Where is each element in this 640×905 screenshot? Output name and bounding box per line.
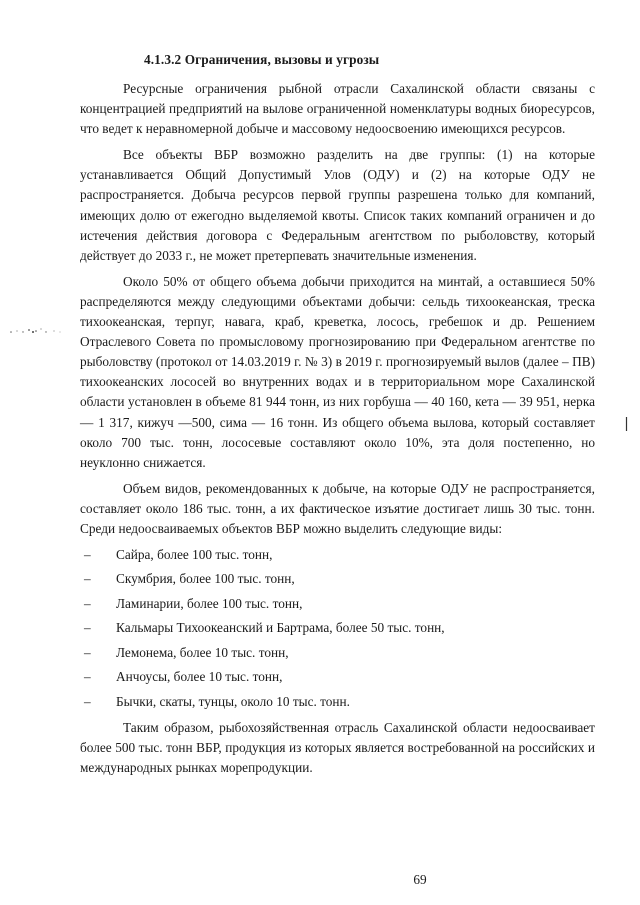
list-item-text: Бычки, скаты, тунцы, около 10 тыс. тонн.: [116, 693, 350, 709]
species-list: [80, 543, 595, 714]
list-item-text: Лемонема, более 10 тыс. тонн,: [116, 644, 289, 660]
scan-edge-mark: [625, 417, 628, 431]
list-dash: –: [84, 669, 91, 685]
paragraph-vbr-groups: Все объекты ВБР возможно разделить на две группы: (1) на которые устанавливается Общий Допустимый Улов (ОДУ) и (2) на которые ОДУ не распространяется. Добыча ресурсов первой группы разрешена только для компаний, имеющих долю от ежегодно выделяемой квоты. Список таких компаний ограничен и до истечения действия договора с Федеральным агентством по рыболовству, который действует до 2033 г., не может претерпевать значительные изменения.: [80, 147, 595, 263]
document-body: [80, 79, 595, 778]
list-dash: –: [84, 620, 91, 636]
paragraph-undeveloped-volume: Объем видов, рекомендованных к добыче, на которые ОДУ не распространяется, составляет около 186 тыс. тонн, а их фактическое изъятие достигает лишь 30 тыс. тонн. Среди недоосваиваемых объектов ВБР можно выделить следующие виды:: [80, 480, 595, 536]
list-dash: –: [84, 693, 91, 709]
list-item: [80, 665, 595, 689]
list-item-text: Сайра, более 100 тыс. тонн,: [116, 547, 273, 563]
list-item: [80, 690, 595, 714]
list-item-text: Анчоусы, более 10 тыс. тонн,: [116, 669, 283, 685]
list-item: [80, 543, 595, 567]
list-item: [80, 567, 595, 591]
list-item-text: Кальмары Тихоокеанский и Бартрама, более 50 тыс. тонн,: [116, 620, 445, 636]
list-dash: –: [84, 595, 91, 611]
page-number: 69: [413, 872, 427, 887]
scan-artifact: [8, 322, 64, 330]
list-item: [80, 592, 595, 616]
list-item: [80, 616, 595, 640]
paragraph-conclusion: Таким образом, рыбохозяйственная отрасль Сахалинской области недоосваивает более 500 тыс. тонн ВБР, продукция из которых является востребованной на российских и международных рынках морепродукции.: [80, 719, 595, 776]
paragraph-resource-limits: Ресурсные ограничения рыбной отрасли Сахалинской области связаны с концентрацией предприятий на вылове ограниченной номенклатуры водных биоресурсов, что ведет к неравномерной добыче и массовому недоосвоению имеющихся ресурсов.: [80, 81, 595, 137]
list-dash: –: [84, 547, 91, 563]
paragraph-catch-structure: Около 50% от общего объема добычи приходится на минтай, а оставшиеся 50% распределяются между следующими объектами добычи: сельдь тихоокеанская, треска тихоокеанская, терпуг, навага, краб, креветка, лосось, гребешок и др. Решением Отраслевого Совета по промысловому прогнозированию при Федеральном агентстве по рыболовству (протокол от 14.03.2019 г. № 3) в 2019 г. прогнозируемый вылов (далее – ПВ) тихоокеанских лососей во внутренних водах и в территориальном море Сахалинской области установлен в объеме 81 944 тонн, из них горбуша — 40 160, кета — 39 951, нерка — 1 317, кижуч —500, сима — 16 тонн. Из общего объема вылова, который составляет около 700 тыс. тонн, лососевые составляют около 10%, эта доля постепенно, но неуклонно снижается.: [80, 273, 595, 470]
list-item: [80, 641, 595, 665]
list-dash: –: [84, 644, 91, 660]
document-page: [80, 0, 595, 905]
section-heading: 4.1.3.2 Ограничения, вызовы и угрозы: [144, 52, 380, 67]
list-item-text: Скумбрия, более 100 тыс. тонн,: [116, 571, 295, 587]
list-dash: –: [84, 571, 91, 587]
list-item-text: Ламинарии, более 100 тыс. тонн,: [116, 595, 303, 611]
